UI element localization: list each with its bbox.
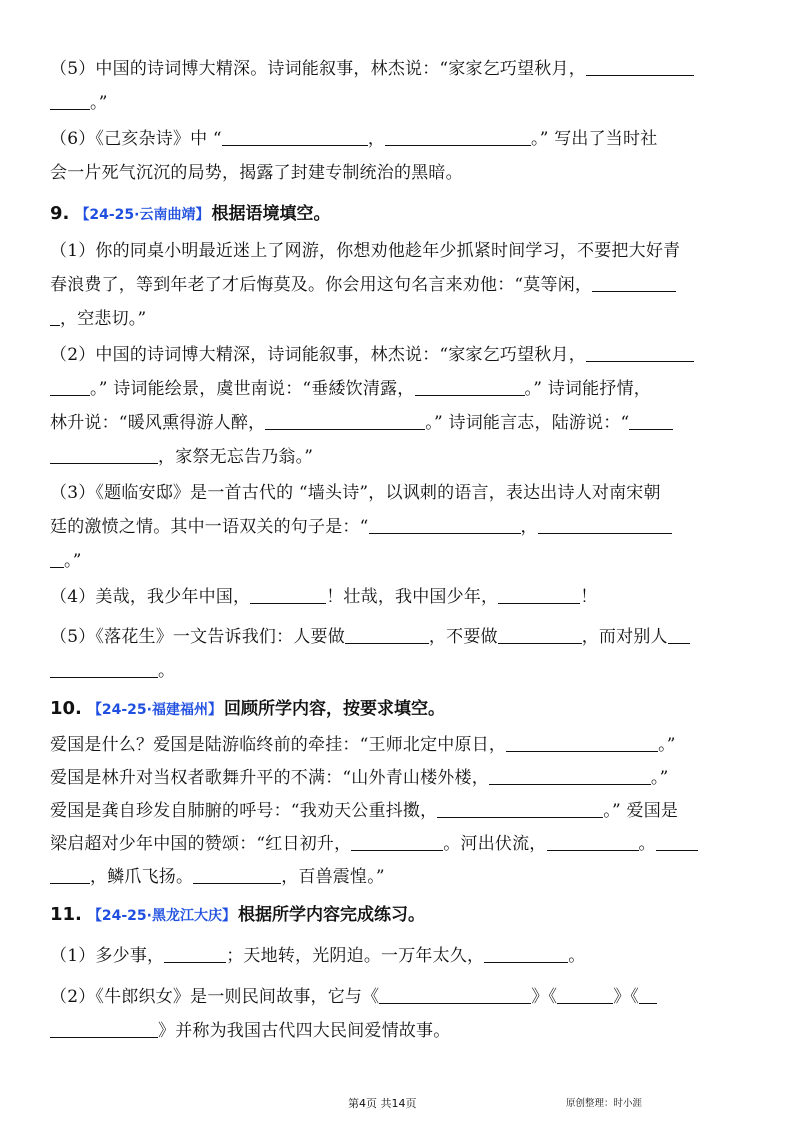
answer-blank[interactable] [369, 515, 521, 534]
answer-blank[interactable] [498, 625, 582, 644]
answer-blank[interactable] [629, 411, 673, 430]
q8-item-6: （6）《己亥杂诗》中 “ ， 。” 写出了当时社 会一片死气沉沉的局势，揭露了封建专制统治的黑暗。 [50, 129, 658, 183]
q9-item-1: （1）你的同桌小明最近迷上了网游，你想劝他趁年少抓紧时间学习，不要把大好青 春浪费了，等到年老了才后悔莫及。你会用这句名言来劝他：“莫等闲， ，空悲切。” [50, 241, 681, 329]
question-title: 根据所学内容完成练习。 [237, 905, 425, 925]
answer-blank[interactable] [498, 585, 580, 604]
answer-blank[interactable] [668, 625, 690, 644]
answer-blank[interactable] [222, 127, 368, 146]
source-tag: 【24-25·黑龙江大庆】 [87, 908, 236, 924]
answer-blank[interactable] [538, 515, 672, 534]
q9-item-4: （4）美哉，我少年中国， ！壮哉，我中国少年， ！ [50, 587, 598, 607]
q9-item-2: （2）中国的诗词博大精深，诗词能叙事，林杰说：“家家乞巧望秋月， 。” 诗词能绘景，虞世南说：“垂緌饮清露， 。” 诗词能抒情， 林升说：“暖风熏得游人醉， 。” 诗词能言志，陆游说：“ ，家祭无忘告乃翁。” [50, 338, 744, 474]
answer-blank[interactable] [351, 832, 443, 851]
answer-blank[interactable] [656, 832, 698, 851]
q9-item-5: （5）《落花生》一文告诉我们：人要做 ，不要做 ，而对别人 。 [50, 620, 744, 688]
answer-blank[interactable] [50, 659, 158, 678]
page-number: 第4页 共14页 [348, 1097, 417, 1110]
answer-blank[interactable] [50, 549, 64, 568]
answer-blank[interactable] [50, 445, 158, 464]
answer-blank[interactable] [586, 57, 694, 76]
answer-blank[interactable] [557, 985, 613, 1004]
question-11-header: 11. 【24-25·黑龙江大庆】 根据所学内容完成练习。 [50, 904, 425, 925]
answer-blank[interactable] [50, 1019, 158, 1038]
answer-blank[interactable] [547, 832, 639, 851]
source-tag: 【24-25·福建福州】 [87, 702, 222, 718]
answer-blank[interactable] [506, 733, 658, 752]
answer-blank[interactable] [250, 585, 326, 604]
question-9-header: 9. 【24-25·云南曲靖】 根据语境填空。 [50, 203, 331, 224]
source-tag: 【24-25·云南曲靖】 [75, 207, 210, 223]
question-title: 回顾所学内容，按要求填空。 [223, 699, 445, 719]
answer-blank[interactable] [484, 944, 568, 963]
answer-blank[interactable] [415, 377, 525, 396]
answer-blank[interactable] [345, 625, 429, 644]
answer-blank[interactable] [265, 411, 425, 430]
answer-blank[interactable] [50, 377, 90, 396]
question-title: 根据语境填空。 [211, 204, 331, 224]
answer-blank[interactable] [50, 91, 90, 110]
q10-body: 爱国是什么？爱国是陆游临终前的牵挂：“王师北定中原日， 。” 爱国是林升对当权者歌舞升平的不满：“山外青山楼外楼， 。” 爱国是龚自珍发自肺腑的呼号：“我劝天公重抖擞， 。” 爱国是 梁启超对少年中国的赞颂：“红日初升， 。河出伏流， 。 ，鳞爪飞扬。 ，百兽震惶。” [50, 729, 744, 894]
answer-blank[interactable] [164, 944, 226, 963]
answer-blank[interactable] [592, 273, 676, 292]
answer-blank[interactable] [193, 865, 281, 884]
answer-blank[interactable] [639, 985, 657, 1004]
answer-blank[interactable] [379, 985, 531, 1004]
question-10-header: 10. 【24-25·福建福州】 回顾所学内容，按要求填空。 [50, 698, 445, 719]
q8-item-5: （5）中国的诗词博大精深。诗词能叙事，林杰说：“家家乞巧望秋月， 。” [50, 52, 744, 120]
answer-blank[interactable] [437, 799, 603, 818]
answer-blank[interactable] [50, 307, 60, 326]
q11-item-2: （2）《牛郎织女》是一则民间故事，它与《 》《 》《 》并称为我国古代四大民间爱情故事。 [50, 980, 744, 1048]
answer-blank[interactable] [385, 127, 531, 146]
answer-blank[interactable] [489, 766, 651, 785]
credit-text: 原创整理：时小涯 [566, 1098, 643, 1109]
q9-item-3: （3）《题临安邸》是一首古代的 “墙头诗”，以讽刺的语言，表达出诗人对南宋朝 廷的激愤之情。其中一语双关的句子是：“ ， 。” [50, 476, 744, 578]
answer-blank[interactable] [586, 343, 694, 362]
q11-item-1: （1）多少事， ；天地转，光阴迫。一万年太久， 。 [50, 946, 586, 966]
answer-blank[interactable] [50, 865, 90, 884]
